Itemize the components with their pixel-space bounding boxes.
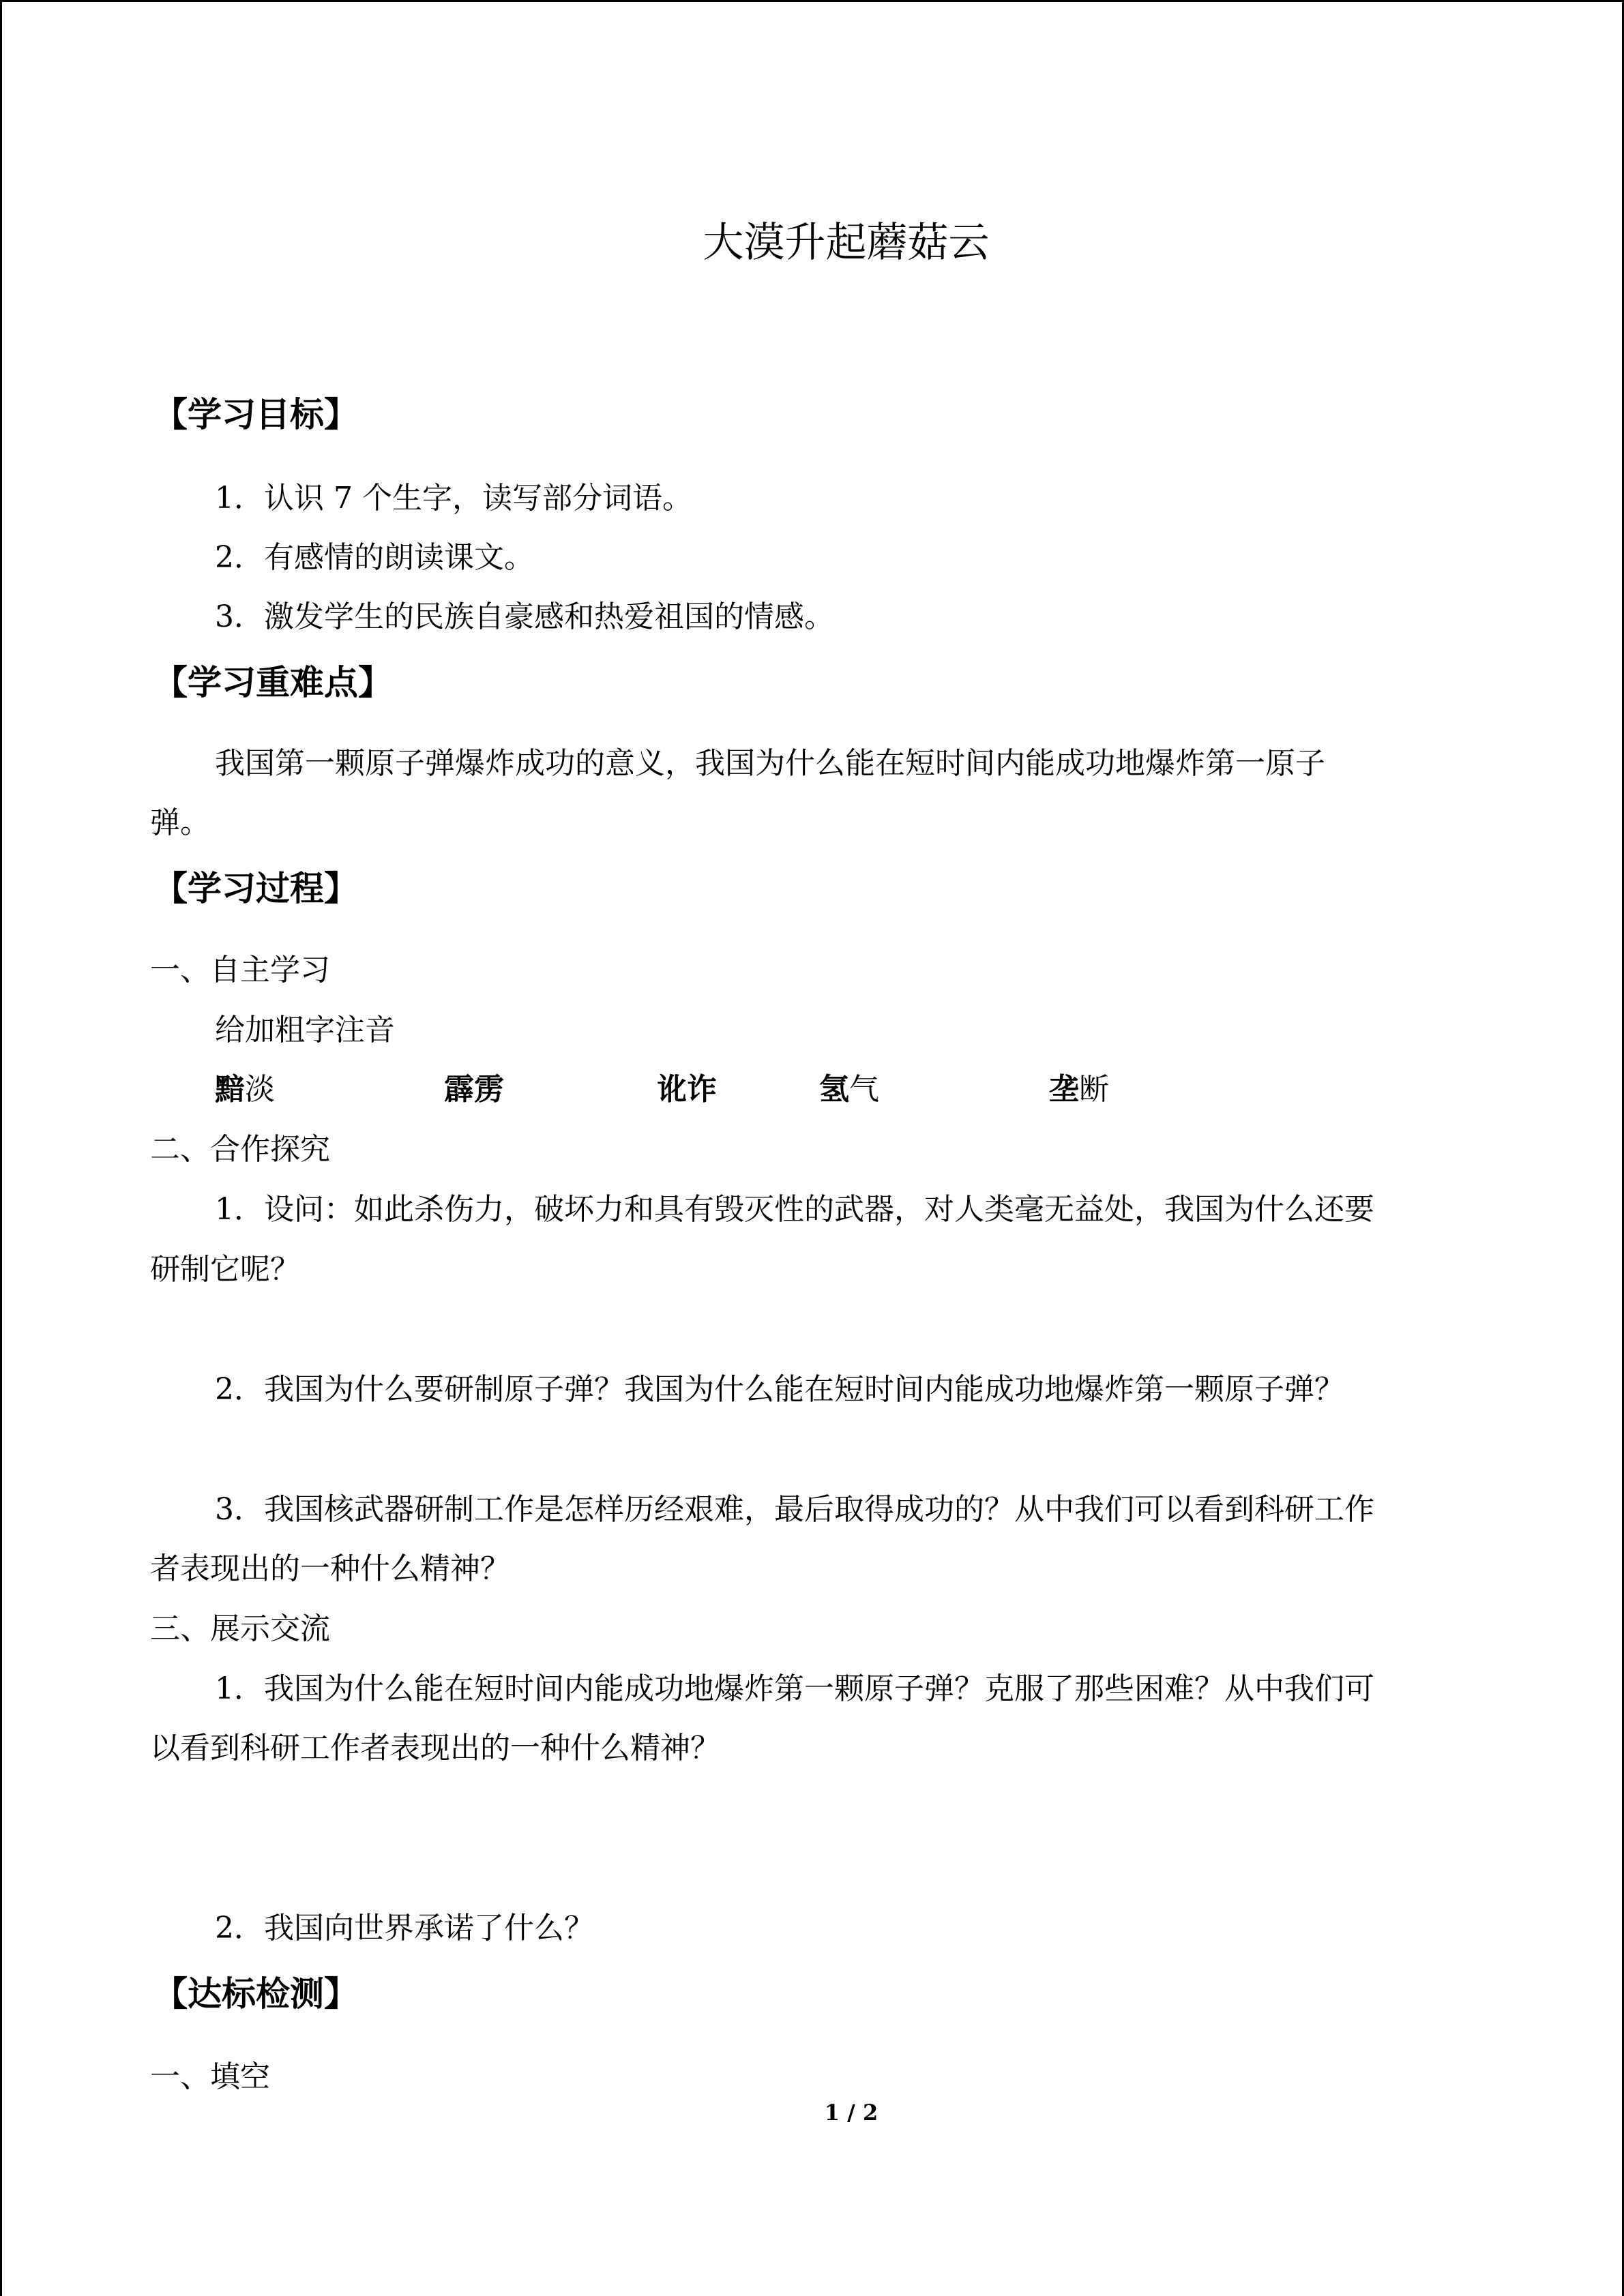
part-heading-fill-blank: 一、填空 [150,2059,270,2094]
word-bold-part: 黯 [215,1072,245,1107]
question-1-line-2: 研制它呢？ [150,1252,300,1287]
part-heading-self-study: 一、自主学习 [150,953,330,987]
word-item [819,1069,879,1111]
word-rest-part: 气 [849,1072,879,1107]
word-bold-part: 讹诈 [657,1072,717,1107]
page-number: 1 / 2 [824,2100,879,2126]
share-1-line-2: 以看到科研工作者表现出的一种什么精神？ [150,1731,720,1765]
word-bold-part: 霹雳 [444,1072,504,1107]
part-heading-presentation: 三、展示交流 [150,1611,330,1646]
phonetic-instruction: 给加粗字注音 [215,1013,395,1047]
section-heading-goals: 【学习目标】 [153,395,358,434]
word-rest-part: 淡 [245,1072,275,1107]
document-title: 大漠升起蘑菇云 [703,219,990,267]
section-heading-test: 【达标检测】 [153,1974,358,2014]
part-heading-cooperative: 二、合作探究 [150,1132,330,1167]
word-item [444,1069,504,1111]
share-2: 2．我国向世界承诺了什么？ [215,1911,594,1945]
key-points-line-2: 弹。 [150,805,210,840]
goal-item-3: 3．激发学生的民族自豪感和热爱祖国的情感。 [215,599,834,634]
goal-item-2: 2．有感情的朗读课文。 [215,540,534,575]
key-points-line-1: 我国第一颗原子弹爆炸成功的意义，我国为什么能在短时间内能成功地爆炸第一原子 [215,746,1325,781]
question-2: 2．我国为什么要研制原子弹？我国为什么能在短时间内能成功地爆炸第一颗原子弹？ [215,1372,1344,1407]
section-heading-key-points: 【学习重难点】 [153,663,392,702]
question-1-line-1: 1．设问：如此杀伤力，破坏力和具有毁灭性的武器，对人类毫无益处，我国为什么还要 [215,1192,1374,1227]
word-bold-part: 垄 [1049,1072,1079,1107]
word-item [1049,1069,1109,1111]
share-1-line-1: 1．我国为什么能在短时间内能成功地爆炸第一颗原子弹？克服了那些困难？从中我们可 [215,1671,1374,1706]
word-rest-part: 断 [1079,1072,1109,1107]
word-item [657,1069,717,1111]
word-item [215,1069,275,1111]
word-bold-part: 氢 [819,1072,849,1107]
question-3-line-1: 3．我国核武器研制工作是怎样历经艰难，最后取得成功的？从中我们可以看到科研工作 [215,1492,1374,1527]
section-heading-process: 【学习过程】 [153,869,358,908]
goal-item-1: 1．认识 7 个生字，读写部分词语。 [215,481,692,516]
question-3-line-2: 者表现出的一种什么精神？ [150,1551,510,1586]
